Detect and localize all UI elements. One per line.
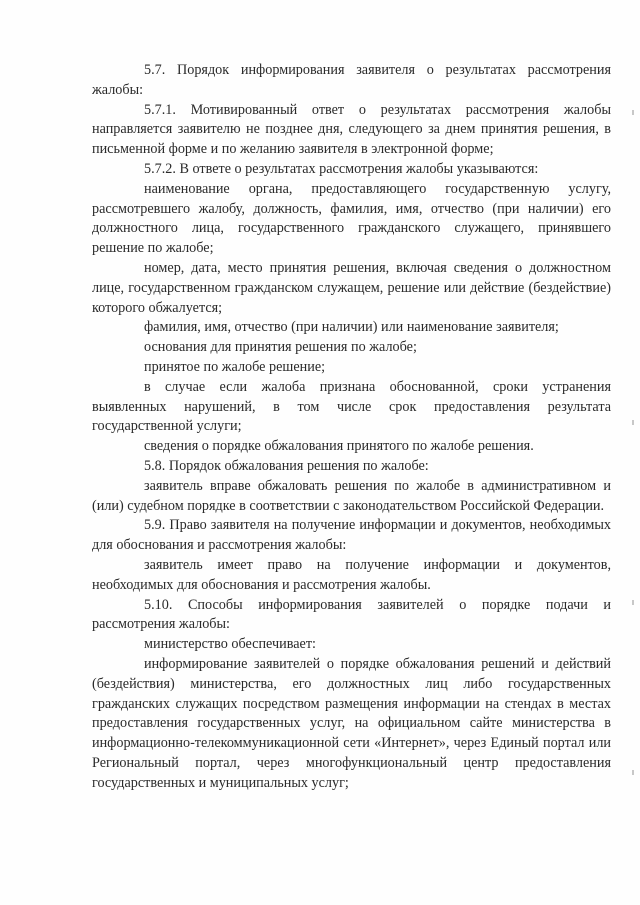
list-item-applicant-name: фамилия, имя, отчество (при наличии) или наименование заявителя;: [144, 319, 559, 336]
list-item-appeal-procedure-info: сведения о порядке обжалования принятого по жалобе решения.: [144, 438, 534, 455]
section-5-10-heading: 5.10. Способы информирования заявителей о порядке подачи и рассмотрения жалобы:: [92, 596, 611, 633]
scan-edge-mark: [632, 600, 634, 605]
section-5-7-2-heading: 5.7.2. В ответе о результатах рассмотрения жалобы указываются:: [144, 160, 539, 177]
section-5-7-heading: 5.7. Порядок информирования заявителя о результатах рассмотрения жалобы:: [92, 62, 611, 98]
scan-edge-mark: [632, 770, 634, 775]
section-5-10-intro: министерство обеспечивает:: [144, 636, 316, 653]
section-5-10-paragraph: информирование заявителей о порядке обжалования решений и действий (бездействия) министерства, его должностных лиц либо государственных гражданских служащих посредством размещения информации на стендах в местах предоставления государственных услуг, на официальном сайте министерства в информационно-телекоммуникационной сети «Интернет», через Единый портал или Региональный портал, через многофункциональный центр предоставления государственных и муниципальных услуг;: [92, 655, 611, 791]
list-item-violation-deadlines: в случае если жалоба признана обоснованной, сроки устранения выявленных нарушений, в том числе срок предоставления результата государственной услуги;: [92, 378, 611, 435]
section-5-8-heading: 5.8. Порядок обжалования решения по жалобе:: [144, 457, 429, 474]
section-5-9-paragraph: заявитель имеет право на получение информации и документов, необходимых для обоснования и рассмотрения жалобы.: [92, 556, 611, 593]
list-item-decision-details: номер, дата, место принятия решения, включая сведения о должностном лице, государственном гражданском служащем, решение или действие (бездействие) которого обжалуется;: [92, 259, 611, 316]
document-body: [92, 61, 611, 793]
section-5-7-1-paragraph: 5.7.1. Мотивированный ответ о результатах рассмотрения жалобы направляется заявителю не позднее дня, следующего за днем принятия решения, в письменной форме и по желанию заявителя в электронной форме;: [92, 101, 611, 158]
list-item-decision-grounds: основания для принятия решения по жалобе;: [144, 339, 417, 356]
section-5-9-heading: 5.9. Право заявителя на получение информации и документов, необходимых для обоснования и рассмотрения жалобы:: [92, 517, 611, 554]
list-item-authority-name: наименование органа, предоставляющего государственную услугу, рассмотревшего жалобу, должность, фамилия, имя, отчество (при наличии) его должностного лица, государственного гражданского служащего, принявшего решение по жалобе;: [92, 180, 611, 257]
scan-edge-mark: [632, 110, 634, 115]
scan-edge-mark: [632, 420, 634, 425]
section-5-8-paragraph: заявитель вправе обжаловать решения по жалобе в административном и (или) судебном порядке в соответствии с законодательством Российской Федерации.: [92, 477, 611, 514]
list-item-decision-taken: принятое по жалобе решение;: [144, 358, 326, 375]
